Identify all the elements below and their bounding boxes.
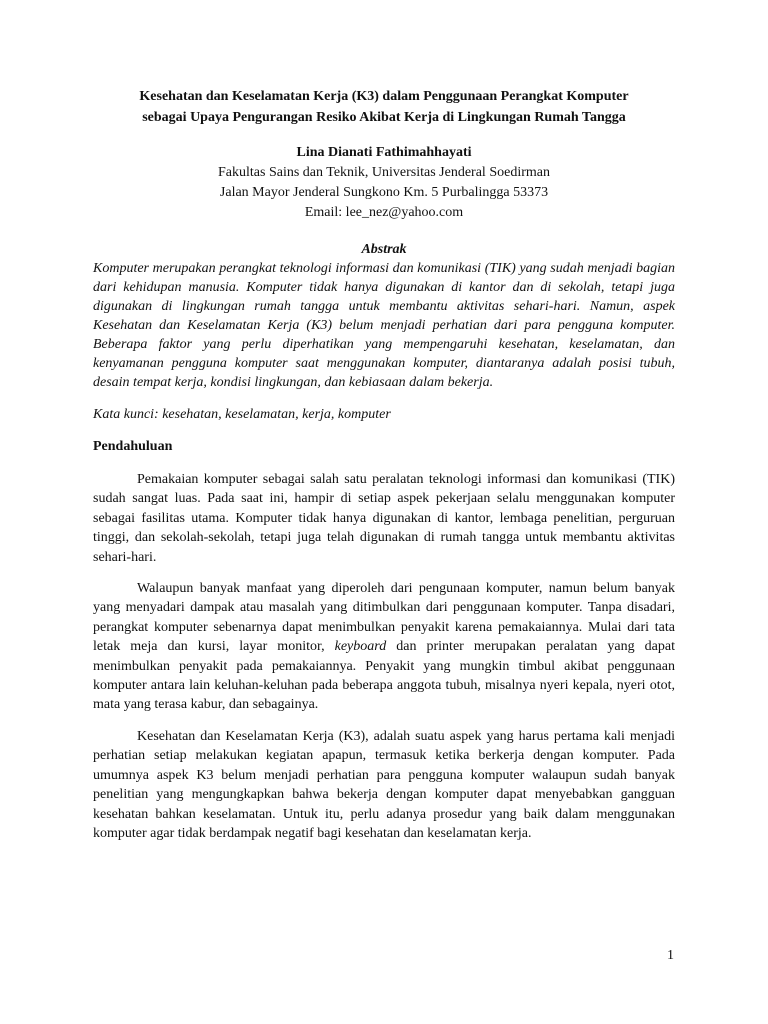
abstract-text: Komputer merupakan perangkat teknologi informasi dan komunikasi (TIK) yang sudah menjadi bagian dari kehidupan manusia. Komputer tidak hanya digunakan di kantor dan di sekolah, tetapi juga digunakan di lingkungan rumah tangga untuk membantu aktivitas sehari-hari. Namun, aspek Kesehatan dan Keselamatan Kerja (K3) belum menjadi perhatian dari para pengguna komputer. Beberapa faktor yang perlu diperhatikan yang mempengaruhi kesehatan, keselamatan, dan kenyamanan pengguna komputer saat menggunakan komputer, diantaranya adalah posisi tubuh, desain tempat kerja, kondisi lingkungan, dan kebiasaan dalam bekerja.: [93, 261, 675, 390]
keyword-italic: keyboard: [334, 639, 387, 655]
author-email: Email: lee_nez@yahoo.com: [304, 205, 464, 220]
author-name: Lina Dianati Fathimahhayati: [296, 145, 472, 160]
author-affiliation: Fakultas Sains dan Teknik, Universitas Jenderal Soedirman: [218, 165, 550, 180]
page-number: 1: [667, 948, 674, 963]
title-line-1: Kesehatan dan Keselamatan Kerja (K3) dalam Penggunaan Perangkat Komputer: [139, 89, 629, 104]
paragraph-2: [93, 579, 675, 715]
abstract-heading: Abstrak: [361, 242, 407, 257]
paragraph-1: Pemakaian komputer sebagai salah satu peralatan teknologi informasi dan komunikasi (TIK) sudah sangat luas. Pada saat ini, hampir di setiap aspek pekerjaan selalu menggunakan komputer sebagai fasilitas utama. Komputer tidak hanya digunakan di kantor, lembaga penelitian, perguruan tinggi, dan sekolah-sekolah, tetapi juga telah digunakan di rumah tangga untuk membantu aktivitas sehari-hari.: [93, 472, 675, 565]
paper-title: [93, 86, 675, 128]
author-address: Jalan Mayor Jenderal Sungkono Km. 5 Purbalingga 53373: [219, 185, 549, 200]
keywords: Kata kunci: kesehatan, keselamatan, kerja, komputer: [93, 407, 391, 422]
paragraph-3: Kesehatan dan Keselamatan Kerja (K3), adalah suatu aspek yang harus pertama kali menjadi perhatian setiap melakukan kegiatan apapun, termasuk ketika berkerja dengan komputer. Pada umumnya aspek K3 belum menjadi perhatian para pengguna komputer walaupun sudah banyak penelitian yang mengungkapkan bahwa bekerja dengan komputer dapat menyebabkan gangguan kesehatan bahkan keselamatan. Untuk itu, perlu adanya prosedur yang baik dalam menggunakan komputer agar tidak berdampak negatif bagi kesehatan dan keselamatan kerja.: [93, 728, 675, 841]
paper-page: [93, 86, 675, 843]
paragraph-2-part-2: dan printer merupakan peralatan yang dapat menimbulkan penyakit pada pemakaiannya. Penyakit yang mungkin timbul akibat penggunaan komputer antara lain keluhan-keluhan pada beberapa anggota tubuh, misalnya nyeri kepala, nyeri otot, mata yang terasa kabur, dan sebagainya.: [93, 639, 675, 713]
title-line-2: sebagai Upaya Pengurangan Resiko Akibat Kerja di Lingkungan Rumah Tangga: [142, 110, 626, 125]
section-heading-pendahuluan: Pendahuluan: [93, 439, 173, 454]
paragraph-2-part-1: Walaupun banyak manfaat yang diperoleh dari pengunaan komputer, namun belum banyak yang menyadari dampak atau masalah yang ditimbulkan dari penggunaan komputer. Tanpa disadari, perangkat komputer sebenarnya dapat menimbulkan penyakit karena pemakaiannya. Mulai dari tata letak meja dan kursi, layar monitor,: [93, 581, 675, 655]
